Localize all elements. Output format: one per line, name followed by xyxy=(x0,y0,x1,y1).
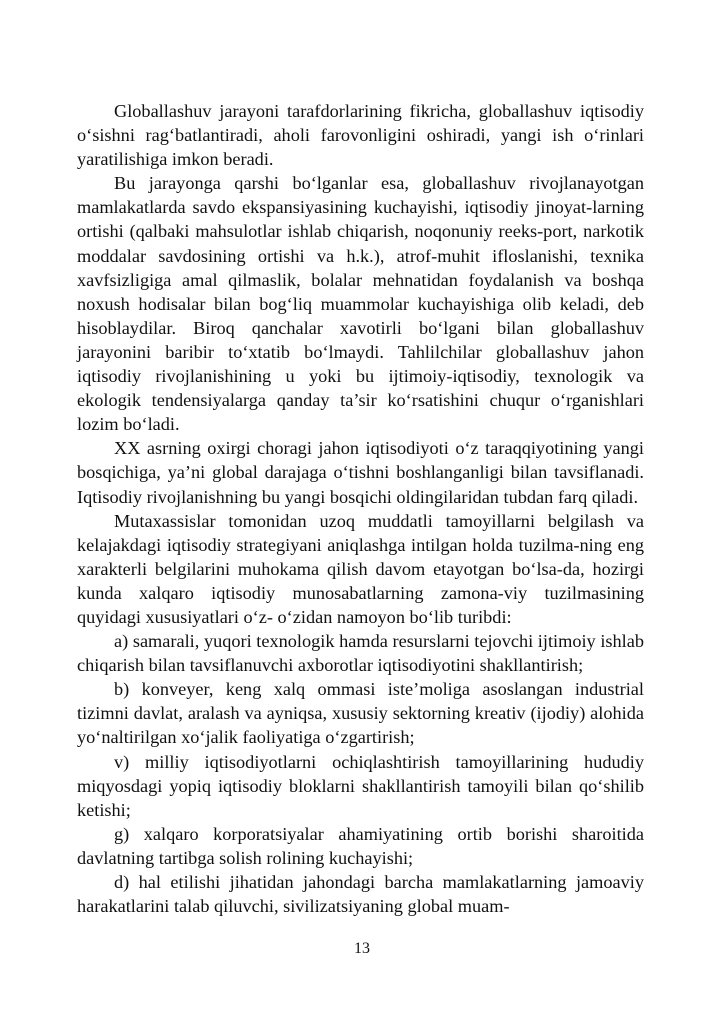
paragraph-3: XX asrning oxirgi choragi jahon iqtisodiyoti o‘z taraqqiyotining yangi bosqichiga, ya’ni global darajaga o‘tishni boshlanganligi bilan tavsiflanadi. Iqtisodiy rivojlanishning bu yangi bosqichi oldingilaridan tubdan farq qiladi. xyxy=(77,438,644,507)
paragraph-2: Bu jarayonga qarshi bo‘lganlar esa, globallashuv rivojlanayotgan mamlakatlarda savdo ekspansiyasining kuchayishi, iqtisodiy jinoyat-larning ortishi (qalbaki mahsulotlar ishlab chiqarish, noqonuniy reeks-port, narkotik moddalar savdosining ortishi va h.k.), atrof-muhit ifloslanishi, texnika xavfsizligiga amal qilmaslik, bolalar mehnatidan foydalanish va boshqa noxush hodisalar bilan bog‘liq muammolar kuchayishiga olib keladi, deb hisoblaydilar. Biroq qanchalar xavotirli bo‘lgani bilan globallashuv jarayonini baribir to‘xtatib bo‘lmaydi. Tahlilchilar globallashuv jahon iqtisodiy rivojlanishining u yoki bu ijtimoiy-iqtisodiy, texnologik va ekologik tendensiyalarga qanday ta’sir ko‘rsatishini chuqur o‘rganishlari lozim bo‘ladi. xyxy=(77,173,644,435)
paragraph-1: Globallashuv jarayoni tarafdorlarining fikricha, globallashuv iqtisodiy o‘sishni rag‘batlantiradi, aholi farovonligini oshiradi, yangi ish o‘rinlari yaratilishiga imkon beradi. xyxy=(77,101,644,170)
list-item-d: d) hal etilishi jihatidan jahondagi barcha mamlakatlarning jamoaviy harakatlarini talab qiluvchi, sivilizatsiyaning global muam- xyxy=(77,872,644,917)
list-item-a: a) samarali, yuqori texnologik hamda resurslarni tejovchi ijtimoiy ishlab chiqarish bilan tavsiflanuvchi axborotlar iqtisodiyotini shakllantirish; xyxy=(77,631,644,676)
list-item-b: b) konveyer, keng xalq ommasi iste’moliga asoslangan industrial tizimni davlat, aralash va ayniqsa, xususiy sektorning kreativ (ijodiy) alohida yo‘naltirilgan xo‘jalik faoliyatiga o‘zgartirish; xyxy=(77,679,644,748)
body-text xyxy=(77,99,644,918)
list-item-v: v) milliy iqtisodiyotlarni ochiqlashtirish tamoyillarining hududiy miqyosdagi yopiq iqtisodiy bloklarni shakllantirish tamoyili bilan qo‘shilib ketishi; xyxy=(77,751,644,820)
paragraph-4: Mutaxassislar tomonidan uzoq muddatli tamoyillarni belgilash va kelajakdagi iqtisodiy strategiyani aniqlashga intilgan holda tuzilma-ning eng xarakterli belgilarini muhokama qilish davom etayotgan bo‘lsa-da, hozirgi kunda xalqaro iqtisodiy munosabatlarning zamona-viy tuzilmasining quyidagi xususiyatlari o‘z- o‘zidan namoyon bo‘lib turibdi: xyxy=(77,510,644,627)
page-number: 13 xyxy=(354,940,370,957)
list-item-g: g) xalqaro korporatsiyalar ahamiyatining ortib borishi sharoitida davlatning tartibga solish rolining kuchayishi; xyxy=(77,823,644,868)
